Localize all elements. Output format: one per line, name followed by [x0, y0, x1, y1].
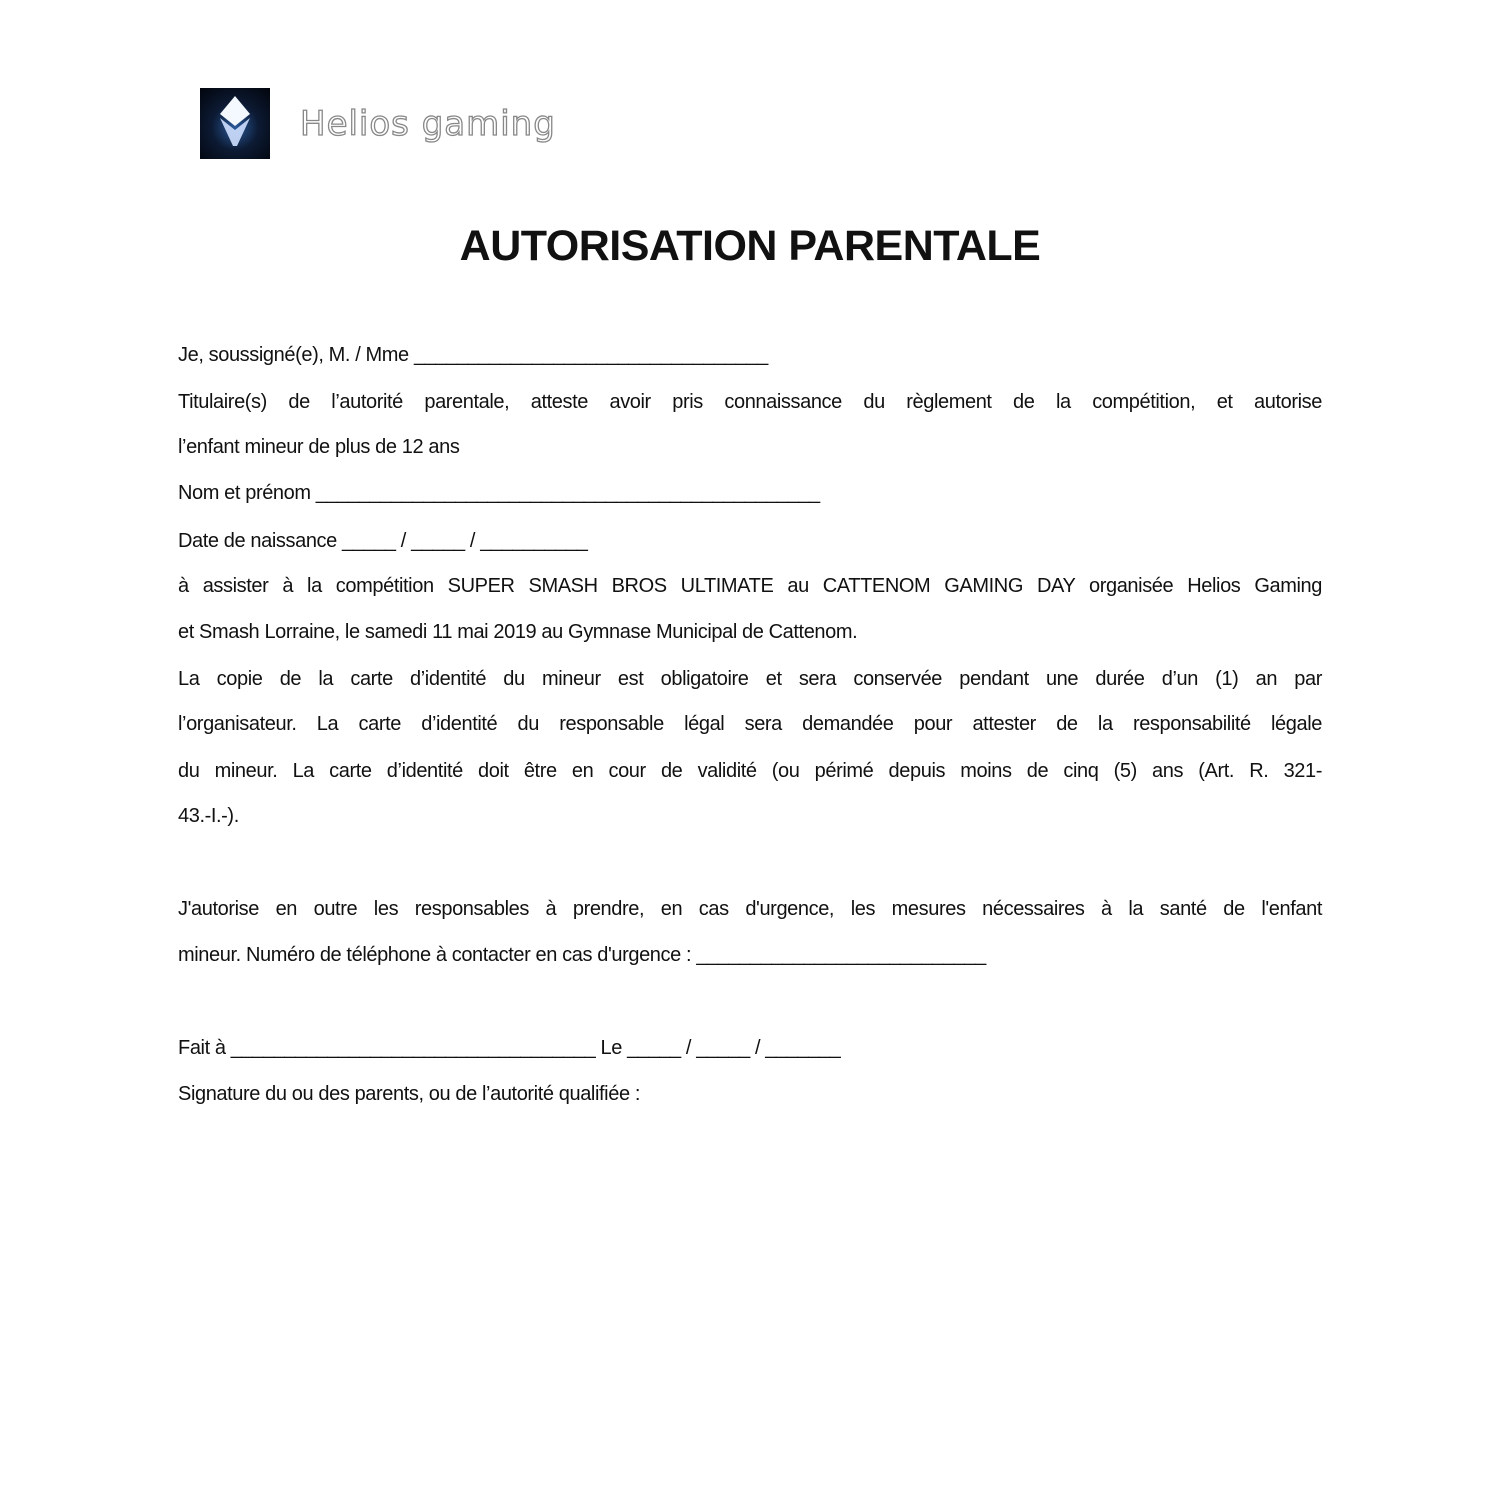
helios-wordmark-logo: Helios gaming — [300, 104, 556, 144]
line-telephone: mineur. Numéro de téléphone à contacter en cas d'urgence : ___________________________ — [178, 944, 986, 966]
line-copie-carte: La copie de la carte d’identité du mineur est obligatoire et sera conservée pendant une durée d’un (1) an par — [178, 668, 1322, 690]
line-organisateur: l’organisateur. La carte d’identité du responsable légal sera demandée pour attester de la responsabilité légale — [178, 713, 1322, 735]
diamond-logo-icon — [200, 88, 270, 159]
line-validite: du mineur. La carte d’identité doit être en cour de validité (ou périmé depuis moins de cinq (5) ans (Art. R. 321- — [178, 760, 1322, 782]
line-signature: Signature du ou des parents, ou de l’autorité qualifiée : — [178, 1083, 640, 1105]
document-title: AUTORISATION PARENTALE — [459, 222, 1041, 270]
line-enfant: l’enfant mineur de plus de 12 ans — [178, 436, 460, 458]
line-date-naissance: Date de naissance _____ / _____ / __________ — [178, 530, 588, 552]
line-titulaire: Titulaire(s) de l’autorité parentale, atteste avoir pris connaissance du règlement de la compétition, et autorise — [178, 391, 1322, 413]
line-competition: à assister à la compétition SUPER SMASH BROS ULTIMATE au CATTENOM GAMING DAY organisée Helios Gaming — [178, 575, 1322, 597]
line-article: 43.-I.-). — [178, 805, 239, 827]
line-fait-a: Fait à __________________________________ Le _____ / _____ / _______ — [178, 1037, 841, 1059]
line-soussigne: Je, soussigné(e), M. / Mme _________________________________ — [178, 344, 768, 366]
line-nom-prenom: Nom et prénom _______________________________________________ — [178, 482, 820, 504]
helios-logo-badge — [200, 88, 270, 159]
line-urgence: J'autorise en outre les responsables à prendre, en cas d'urgence, les mesures nécessaires à la santé de l'enfant — [178, 898, 1322, 920]
line-lieu-date: et Smash Lorraine, le samedi 11 mai 2019 au Gymnase Municipal de Cattenom. — [178, 621, 858, 643]
